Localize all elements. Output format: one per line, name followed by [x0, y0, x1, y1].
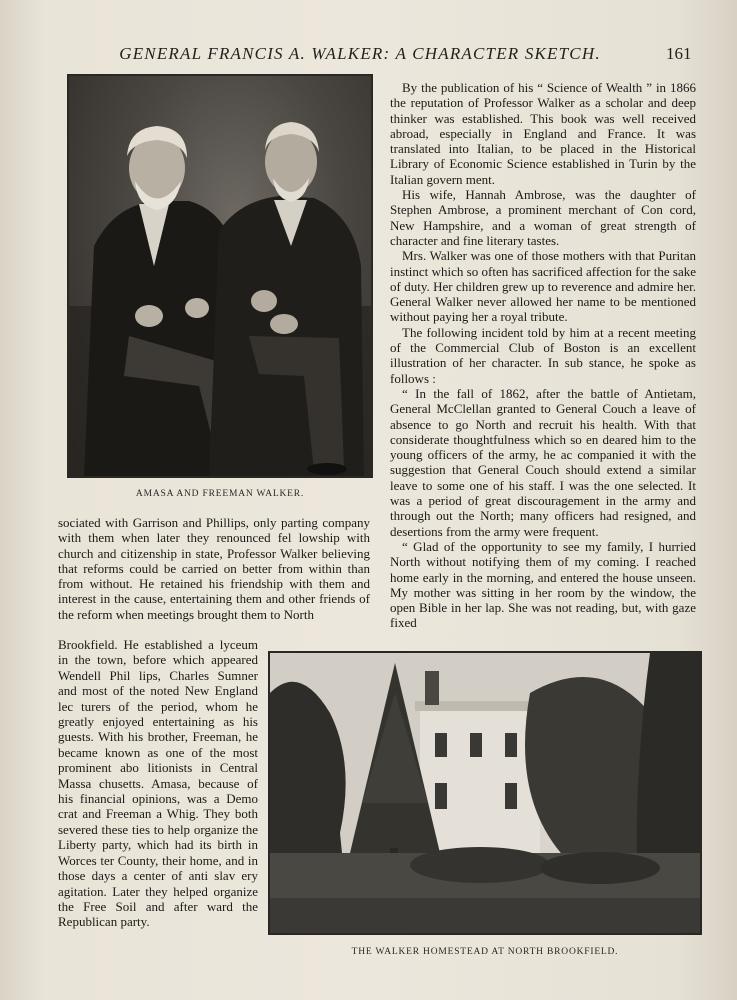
paragraph: Brookfield. He established a lyceum in the town, before which appeared Wendell Phil lips, Charles Sumner and most of the noted New England lec turers of the period, whom he greatly enjoyed entertaining as his guests. With his brother, Freeman, he became known as one of the most prominent abo litionists in Central Massa chusetts. Amasa, because of his financial opinions, was a Demo crat and Freeman a Whig. They both severed these ties to help organize the Liberty party, which had its birth in Worces ter County, their home, and in those days a center of anti slav ery agitation. Later they helped organize the Free Soil and after ward the Republican party. [58, 637, 258, 930]
homestead-caption: THE WALKER HOMESTEAD AT NORTH BROOKFIELD. [351, 947, 619, 957]
paragraph: sociated with Garrison and Phillips, only parting company with them when later they renounced fel lowship with church and citizenship in state, Professor Walker believing that reforms could be carried on better from within than from without. He retained his friendship with them and interest in the cause, entertaining them and other friends of the reform when meetings brought them to North [58, 515, 370, 622]
paragraph: “ Glad of the opportunity to see my family, I hurried North without notifying them of my coming. I reached home early in the morning, and entered the house unseen. My mother was sitting in her room by the window, the open Bible in her lap. She was not reading, but, with gaze fixed [390, 538, 696, 631]
portrait-photo [67, 74, 373, 478]
paragraph: “ In the fall of 1862, after the battle of Antietam, General McClellan granted to General Couch a leave of absence to go North and recruit his health. With that considerate thoughtfulness which so en deared him to the young officers of the army, he ac companied it with the suggestion that General Couch should extend a similar leave to some one of his staff. I was the one selected. It was a period of great discouragement in the army and through out the North; many officers had resigned, and desertions from the army were frequent. [390, 385, 696, 539]
page-number: 161 [666, 44, 692, 63]
left-column-text-bottom [58, 637, 258, 930]
homestead-photo [268, 651, 702, 935]
homestead-illustration [270, 653, 700, 933]
paragraph: By the publication of his “ Science of Wealth ” in 1866 the reputation of Professor Walker as a scholar and deep thinker was established. This book was well received abroad, especially in England and France. It was translated into Italian, to be placed in the Historical Library of Economic Science established in Turin by the Italian govern ment. [390, 80, 696, 187]
paragraph: His wife, Hannah Ambrose, was the daughter of Stephen Ambrose, a prominent merchant of Con cord, New Hampshire, and a woman of great strength of character and fine literary tastes. [390, 187, 696, 248]
paragraph: The following incident told by him at a recent meeting of the Commercial Club of Boston is an excellent illustration of her character. In sub stance, he spoke as follows : [390, 324, 696, 386]
left-column-text-top [58, 515, 370, 622]
portrait-illustration [69, 76, 371, 476]
portrait-caption: AMASA AND FREEMAN WALKER. [135, 489, 305, 499]
paragraph: Mrs. Walker was one of those mothers with that Puritan instinct which so often has sacrificed affection for the sake of duty. Her children grew up to reverence and admire her. General Walker never allowed her name to be mentioned without paying her a royal tribute. [390, 248, 696, 325]
right-column-text [390, 80, 696, 631]
running-title: GENERAL FRANCIS A. WALKER: A CHARACTER SKETCH. [119, 44, 601, 63]
